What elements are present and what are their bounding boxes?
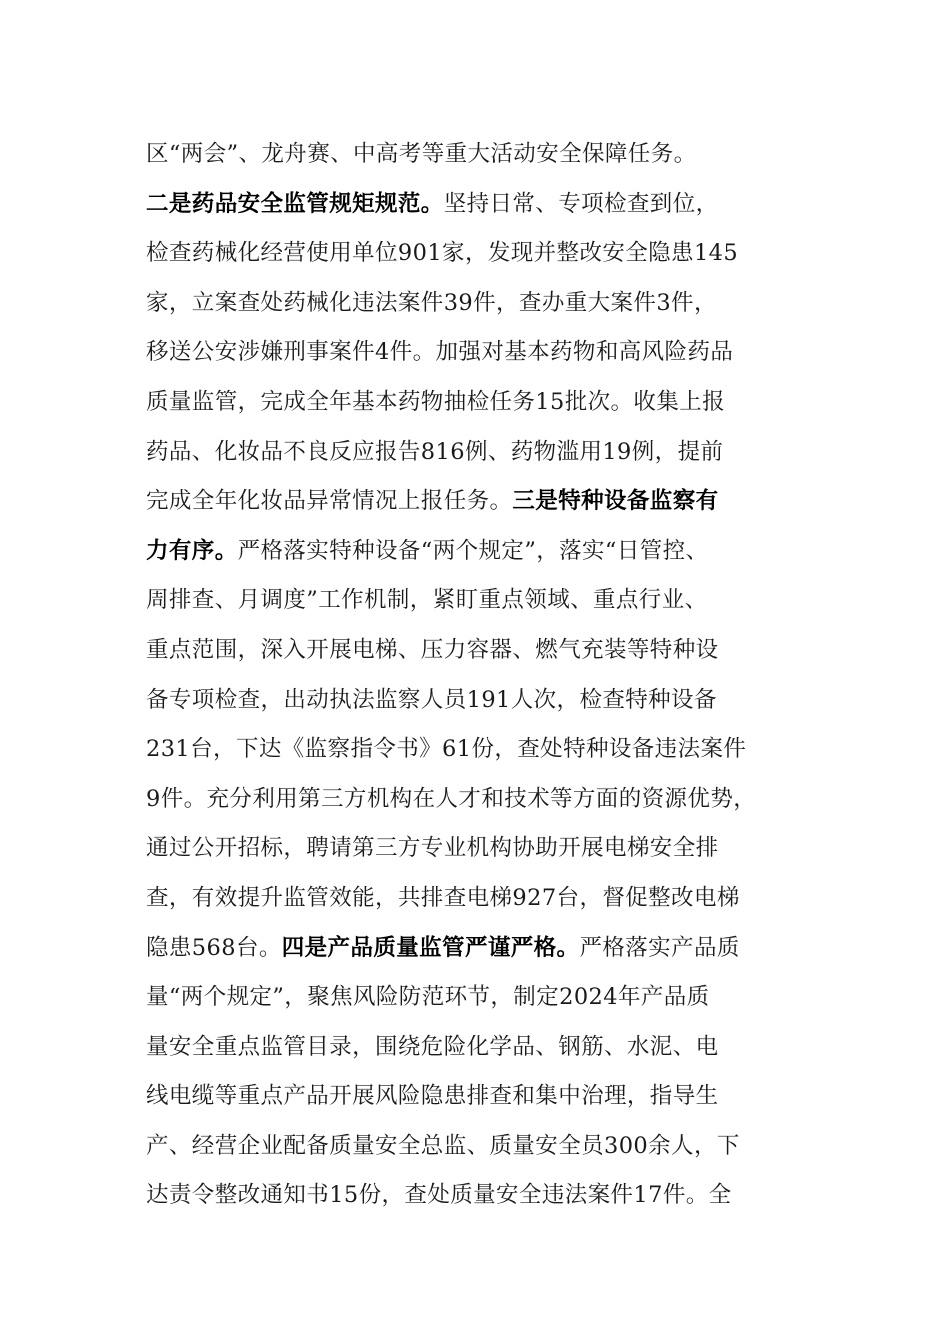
text-run: 产、经营企业配备质量安全总监、质量安全员300余人，下 <box>146 1132 740 1159</box>
text-run: 通过公开招标，聘请第三方专业机构协助开展电梯安全排 <box>146 835 719 862</box>
text-run: 严格落实特种设备“两个规定”，落实“日管控、 <box>237 537 709 564</box>
text-line <box>146 874 826 924</box>
text-line <box>146 1072 826 1122</box>
text-run: 药品、化妆品不良反应报告816例、药物滥用19例，提前 <box>146 438 724 465</box>
text-run: 达责令整改通知书15份，查处质量安全违法案件17件。全 <box>146 1182 732 1209</box>
text-line <box>146 527 826 577</box>
text-line <box>146 973 826 1023</box>
text-run: 坚持日常、专项检查到位， <box>443 190 719 217</box>
bold-heading-run: 三是特种设备监察有 <box>512 488 719 515</box>
text-run: 移送公安涉嫌刑事案件4件。加强对基本药物和高风险药品 <box>146 339 734 366</box>
text-line <box>146 229 826 279</box>
text-run: 区“两会”、龙舟赛、中高考等重大活动安全保障任务。 <box>146 141 697 167</box>
text-line <box>146 676 826 726</box>
bold-heading-run: 力有序。 <box>146 537 238 564</box>
text-run: 严格落实产品质 <box>579 934 740 961</box>
text-run: 备专项检查，出动执法监察人员191人次，检查特种设备 <box>146 686 717 713</box>
text-run: 家，立案查处药械化违法案件39件，查办重大案件3件， <box>146 289 717 316</box>
text-line <box>146 824 826 874</box>
text-line <box>146 626 826 676</box>
text-line <box>146 1122 826 1172</box>
text-line <box>146 279 826 329</box>
text-line <box>146 477 826 527</box>
text-run: 隐患568台。 <box>146 934 282 961</box>
text-line <box>146 180 826 230</box>
text-run: 完成全年化妆品异常情况上报任务。 <box>146 488 513 515</box>
text-line <box>146 924 826 974</box>
text-run: 查，有效提升监管效能，共排查电梯927台，督促整改电梯 <box>146 884 740 911</box>
text-line <box>146 378 826 428</box>
text-run: 量安全重点监管目录，围绕危险化学品、钢筋、水泥、电 <box>146 1033 719 1060</box>
bold-heading-run: 二是药品安全监管规矩规范。 <box>146 190 444 217</box>
text-run: 231台，下达《监察指令书》61份，查处特种设备违法案件 <box>146 736 747 763</box>
text-run: 线电缆等重点产品开展风险隐患排查和集中治理，指导生 <box>146 1083 719 1110</box>
text-line <box>146 1023 826 1073</box>
text-run: 周排查、月调度”工作机制，紧盯重点领域、重点行业、 <box>146 587 708 614</box>
text-line <box>146 725 826 775</box>
text-line <box>146 1171 826 1221</box>
text-run: 质量监管，完成全年基本药物抽检任务15批次。收集上报 <box>146 388 726 415</box>
text-run: 9件。充分利用第三方机构在人才和技术等方面的资源优势， <box>146 785 757 812</box>
text-run: 重点范围，深入开展电梯、压力容器、燃气充装等特种设 <box>146 636 719 663</box>
text-line <box>146 428 826 478</box>
body-text <box>146 130 826 1221</box>
bold-heading-run: 四是产品质量监管严谨严格。 <box>281 934 580 961</box>
text-run: 检查药械化经营使用单位901家，发现并整改安全隐患145 <box>146 240 739 267</box>
text-line <box>146 576 826 626</box>
text-run: 量“两个规定”，聚焦风险防范环节，制定2024年产品质 <box>146 984 710 1011</box>
text-line <box>146 130 826 180</box>
text-line <box>146 775 826 825</box>
text-line <box>146 328 826 378</box>
